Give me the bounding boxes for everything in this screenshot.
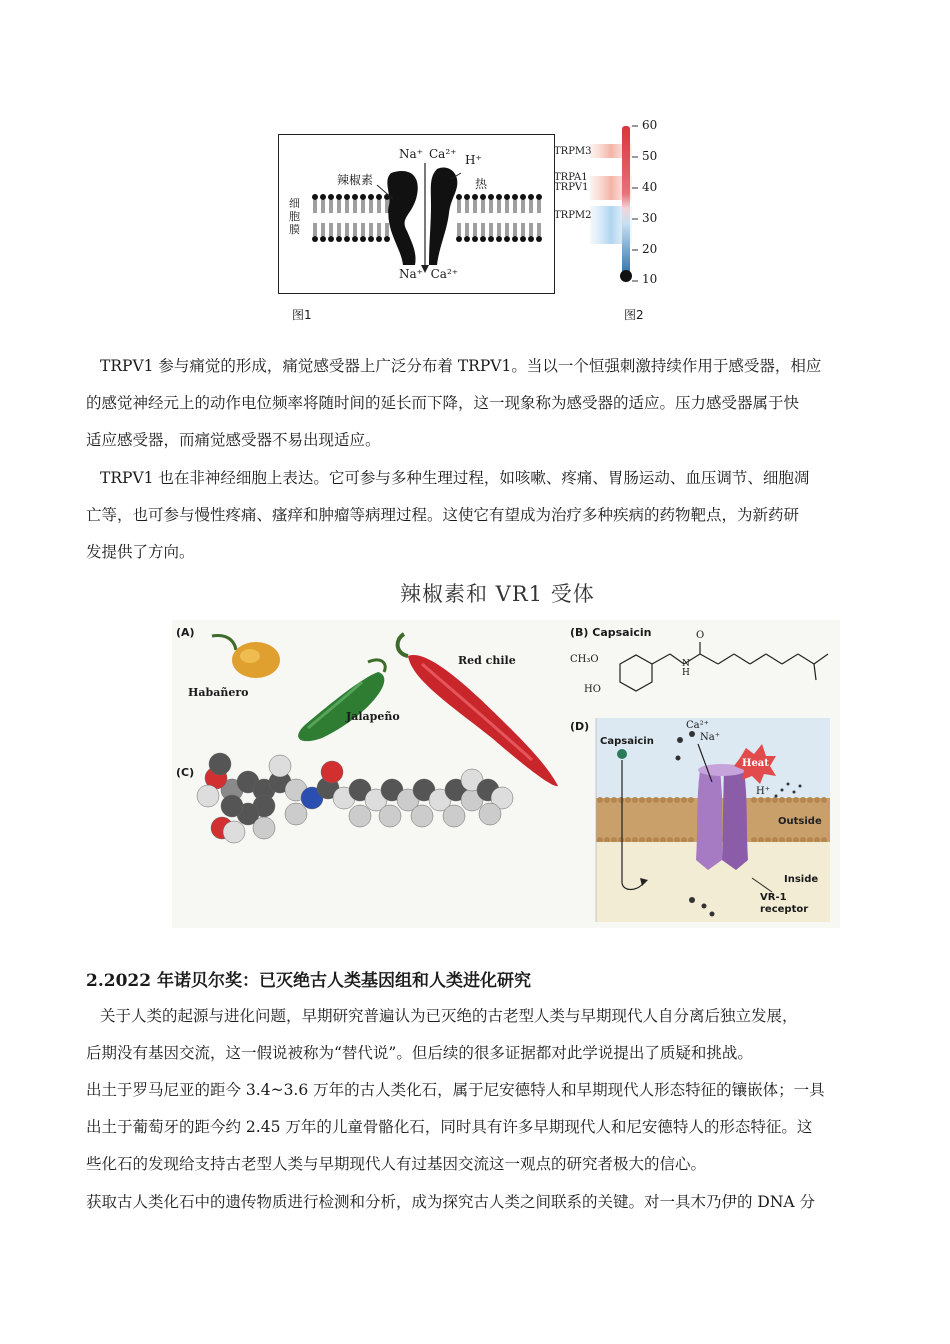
- lipid-tail: [362, 200, 364, 213]
- lipid-tail: [474, 223, 476, 236]
- lipid-tail: [522, 223, 524, 236]
- section-2-paragraph-2: [86, 1072, 866, 1183]
- heat-label: 热: [475, 177, 488, 191]
- panel-a-label: (A): [176, 626, 195, 639]
- lipid-head: [480, 194, 486, 200]
- lipid-tail: [490, 200, 492, 213]
- tick-30: 30: [642, 211, 658, 225]
- s1-line-2: 后期没有基因交流，这一假说被称为“替代说”。但后续的很多证据都对此学说提出了质疑和挑战。: [86, 1044, 753, 1062]
- lipid-head: [536, 236, 542, 242]
- figure-1: [278, 134, 555, 294]
- figure-3: [172, 620, 840, 928]
- lipid-head: [496, 194, 502, 200]
- lipid-head: [376, 236, 382, 242]
- lipid-head: [512, 194, 518, 200]
- lipid-head: [786, 797, 792, 803]
- lipid-head: [312, 236, 318, 242]
- lipid-head: [360, 236, 366, 242]
- lipid-head: [312, 194, 318, 200]
- capsaicin-label: 辣椒素: [337, 173, 374, 187]
- lipid-head: [384, 236, 390, 242]
- figure-2: [550, 116, 670, 296]
- lipid-head: [488, 194, 494, 200]
- lipid-tail: [466, 223, 468, 236]
- lipid-head: [807, 797, 813, 803]
- lipid-head: [821, 797, 827, 803]
- lipid-tail: [498, 200, 500, 213]
- section-2-paragraph-1: [86, 998, 866, 1072]
- lipid-head: [480, 236, 486, 242]
- lipid-head: [344, 194, 350, 200]
- lipid-head: [328, 194, 334, 200]
- lipid-head: [618, 797, 624, 803]
- lipid-head: [800, 797, 806, 803]
- paragraph-trpv1-nonneural: [86, 460, 866, 571]
- red-chile-label: Red chile: [458, 654, 516, 667]
- lipid-head: [536, 194, 542, 200]
- lipid-head: [793, 797, 799, 803]
- lipid-head: [336, 194, 342, 200]
- lipid-tail: [362, 223, 364, 236]
- lipid-head: [632, 797, 638, 803]
- atom: [321, 761, 343, 783]
- lipid-head: [625, 797, 631, 803]
- lipid-head: [688, 797, 694, 803]
- atom: [197, 785, 219, 807]
- lipid-tail: [538, 223, 540, 236]
- ch3o-label: CH₃O: [570, 654, 599, 665]
- figure-1-caption: 图1: [292, 308, 312, 322]
- lipid-head: [336, 236, 342, 242]
- ion-na-top: Na⁺: [399, 147, 423, 161]
- jalapeno-label: Jalapeño: [346, 710, 400, 723]
- vr1-receptor: [696, 766, 722, 870]
- lipid-head: [681, 797, 687, 803]
- d-ca-label: Ca²⁺: [686, 720, 709, 731]
- lipid-head: [660, 797, 666, 803]
- lipid-head: [772, 797, 778, 803]
- lipid-tail: [338, 223, 340, 236]
- lipid-head: [597, 797, 603, 803]
- lipid-tail: [458, 223, 460, 236]
- tick-20: 20: [642, 242, 658, 256]
- lipid-head: [464, 194, 470, 200]
- lipid-head: [496, 236, 502, 242]
- lipid-tail: [474, 200, 476, 213]
- lipid-bilayer-right: [456, 194, 542, 242]
- lipid-head: [352, 236, 358, 242]
- lipid-tail: [330, 200, 332, 213]
- lipid-head: [528, 236, 534, 242]
- paragraph-trpv1-pain: [86, 348, 866, 459]
- carbonyl-o-label: O: [696, 630, 705, 641]
- lipid-head: [360, 194, 366, 200]
- p1-line-3: 适应感受器，而痛觉感受器不易出现适应。: [86, 431, 381, 449]
- lipid-head: [520, 236, 526, 242]
- atom: [221, 795, 243, 817]
- lipid-head: [528, 194, 534, 200]
- p2-line-1: TRPV1 也在非神经细胞上表达。它可参与多种生理过程，如咳嗽、疼痛、胃肠运动、血压调节、细胞凋: [100, 469, 810, 487]
- lipid-tail: [458, 200, 460, 213]
- s3-line-1: 获取古人类化石中的遗传物质进行检测和分析，成为探究古人类之间联系的关键。对一具木乃伊的 DNA 分: [86, 1193, 816, 1211]
- lipid-head: [604, 797, 610, 803]
- lipid-head: [368, 194, 374, 200]
- jalapeno-pepper: [298, 660, 385, 741]
- p1-line-1: TRPV1 参与痛觉的形成，痛觉感受器上广泛分布着 TRPV1。当以一个恒强刺激持续作用于感受器，相应: [100, 357, 822, 375]
- p2-line-2: 亡等，也可参与慢性疼痛、瘙痒和肿瘤等病理过程。这使它有望成为治疗多种疾病的药物靶点，为新药研: [86, 506, 800, 524]
- s2-line-2: 出土于葡萄牙的距今约 2.45 万年的儿童骨骼化石，同时具有许多早期现代人和尼安德特人的形态特征。这: [86, 1118, 813, 1136]
- d-h-label: H⁺: [756, 786, 770, 797]
- lipid-tail: [378, 223, 380, 236]
- lipid-head: [674, 797, 680, 803]
- p2-line-3: 发提供了方向。: [86, 543, 195, 561]
- lipid-head: [376, 194, 382, 200]
- channel-trpv1: TRPV1: [554, 182, 589, 193]
- lipid-tail: [354, 200, 356, 213]
- lipid-tail: [330, 223, 332, 236]
- lipid-head: [758, 797, 764, 803]
- lipid-tail: [338, 200, 340, 213]
- lipid-head: [456, 194, 462, 200]
- lipid-tail: [538, 200, 540, 213]
- lipid-tail: [514, 200, 516, 213]
- habanero-label: Habañero: [188, 686, 249, 699]
- lipid-head: [472, 194, 478, 200]
- lipid-tail: [386, 200, 388, 213]
- atom: [209, 753, 231, 775]
- atom: [285, 803, 307, 825]
- tick-10: 10: [642, 272, 658, 286]
- tick-60: 60: [642, 118, 658, 132]
- ion-bottom: Na⁺ Ca²⁺: [399, 267, 459, 281]
- habanero-pepper: [212, 636, 280, 678]
- lipid-head: [464, 236, 470, 242]
- lipid-tail: [346, 200, 348, 213]
- s1-line-1: 关于人类的起源与进化问题，早期研究普遍认为已灭绝的古老型人类与早期现代人自分离后独立发展，: [100, 1007, 798, 1025]
- channel-trpa1: TRPA1: [554, 172, 588, 183]
- lipid-tail: [386, 223, 388, 236]
- lipid-head: [472, 236, 478, 242]
- trpv1-channel-left: [387, 171, 417, 265]
- d-receptor-label: VR-1 receptor: [760, 892, 809, 915]
- vr1-receptor-right: [722, 766, 748, 870]
- lipid-head: [352, 194, 358, 200]
- lipid-head: [456, 236, 462, 242]
- lipid-tail: [506, 200, 508, 213]
- atom: [443, 805, 465, 827]
- lipid-head: [504, 236, 510, 242]
- lipid-tail: [506, 223, 508, 236]
- ion-h-top: H⁺: [465, 153, 482, 167]
- nh-label: N H: [682, 659, 690, 678]
- p1-line-2: 的感觉神经元上的动作电位频率将随时间的延长而下降，这一现象称为感受器的适应。压力感受器属于快: [86, 394, 800, 412]
- lipid-head: [814, 797, 820, 803]
- lipid-head: [667, 797, 673, 803]
- lipid-head: [368, 236, 374, 242]
- lipid-head: [639, 797, 645, 803]
- lipid-tail: [482, 200, 484, 213]
- lipid-head: [320, 194, 326, 200]
- lipid-head: [611, 797, 617, 803]
- lipid-head: [779, 797, 785, 803]
- lipid-tail: [530, 200, 532, 213]
- lipid-head: [504, 194, 510, 200]
- capsaicin-structure: [620, 642, 828, 691]
- lipid-tail: [346, 223, 348, 236]
- lipid-tail: [314, 200, 316, 213]
- lipid-head: [512, 236, 518, 242]
- lipid-tail: [370, 200, 372, 213]
- trpv1-channel-right: [429, 167, 457, 265]
- atom: [379, 805, 401, 827]
- lipid-head: [344, 236, 350, 242]
- tick-40: 40: [642, 180, 658, 194]
- atom: [269, 755, 291, 777]
- capsaicin-dot: [617, 749, 627, 759]
- d-na-label: Na⁺: [700, 732, 720, 743]
- thermometer-scale: [550, 116, 670, 296]
- capsaicin-space-filling-model: [197, 753, 513, 843]
- lipid-tail: [354, 223, 356, 236]
- lipid-tail: [490, 223, 492, 236]
- atom: [479, 803, 501, 825]
- thermometer-bulb: [620, 270, 632, 282]
- d-capsaicin-label: Capsaicin: [600, 736, 654, 747]
- thermometer-tube: [622, 126, 630, 276]
- section-2-heading: 2.2022 年诺贝尔奖：已灭绝古人类基因组和人类进化研究: [86, 971, 531, 991]
- lipid-tail: [522, 200, 524, 213]
- d-inside-label: Inside: [784, 874, 819, 885]
- lipid-tail: [378, 200, 380, 213]
- lipid-head: [653, 797, 659, 803]
- lipid-head: [646, 797, 652, 803]
- lipid-head: [765, 797, 771, 803]
- lipid-tail: [514, 223, 516, 236]
- lipid-tail: [314, 223, 316, 236]
- s2-line-3: 些化石的发现给支持古老型人类与早期现代人有过基因交流这一观点的研究者极大的信心。: [86, 1155, 707, 1173]
- figure-3-title: 辣椒素和 VR1 受体: [400, 582, 595, 606]
- lipid-tail: [482, 223, 484, 236]
- atom: [411, 805, 433, 827]
- lipid-tail: [466, 200, 468, 213]
- panel-c-label: (C): [176, 766, 195, 779]
- lipid-tail: [498, 223, 500, 236]
- lipid-tail: [322, 200, 324, 213]
- tick-50: 50: [642, 149, 658, 163]
- ion-ca-top: Ca²⁺: [429, 147, 457, 161]
- lipid-tail: [530, 223, 532, 236]
- atom: [253, 817, 275, 839]
- lipid-head: [328, 236, 334, 242]
- figure-2-caption: 图2: [624, 308, 644, 322]
- channel-trpm2: TRPM2: [554, 210, 592, 221]
- panel-d-label: (D): [570, 720, 590, 733]
- lipid-head: [751, 797, 757, 803]
- lipid-head: [320, 236, 326, 242]
- atom: [223, 821, 245, 843]
- s2-line-1: 出土于罗马尼亚的距今 3.4~3.6 万年的古人类化石，属于尼安德特人和早期现代人形态特征的镶嵌体；一具: [86, 1081, 825, 1099]
- panel-b-label: (B) Capsaicin: [570, 626, 652, 639]
- ho-label: HO: [584, 684, 601, 695]
- d-heat-label: Heat: [742, 758, 769, 769]
- lipid-tail: [370, 223, 372, 236]
- channel-trpm3: TRPM3: [554, 146, 592, 157]
- membrane-label: 细 胞 膜: [289, 197, 300, 236]
- d-outside-label: Outside: [778, 816, 822, 827]
- lipid-tail: [322, 223, 324, 236]
- lipid-head: [488, 236, 494, 242]
- lipid-bilayer-left: [312, 194, 390, 242]
- lipid-head: [520, 194, 526, 200]
- atom: [349, 805, 371, 827]
- section-2-paragraph-3: [86, 1184, 866, 1221]
